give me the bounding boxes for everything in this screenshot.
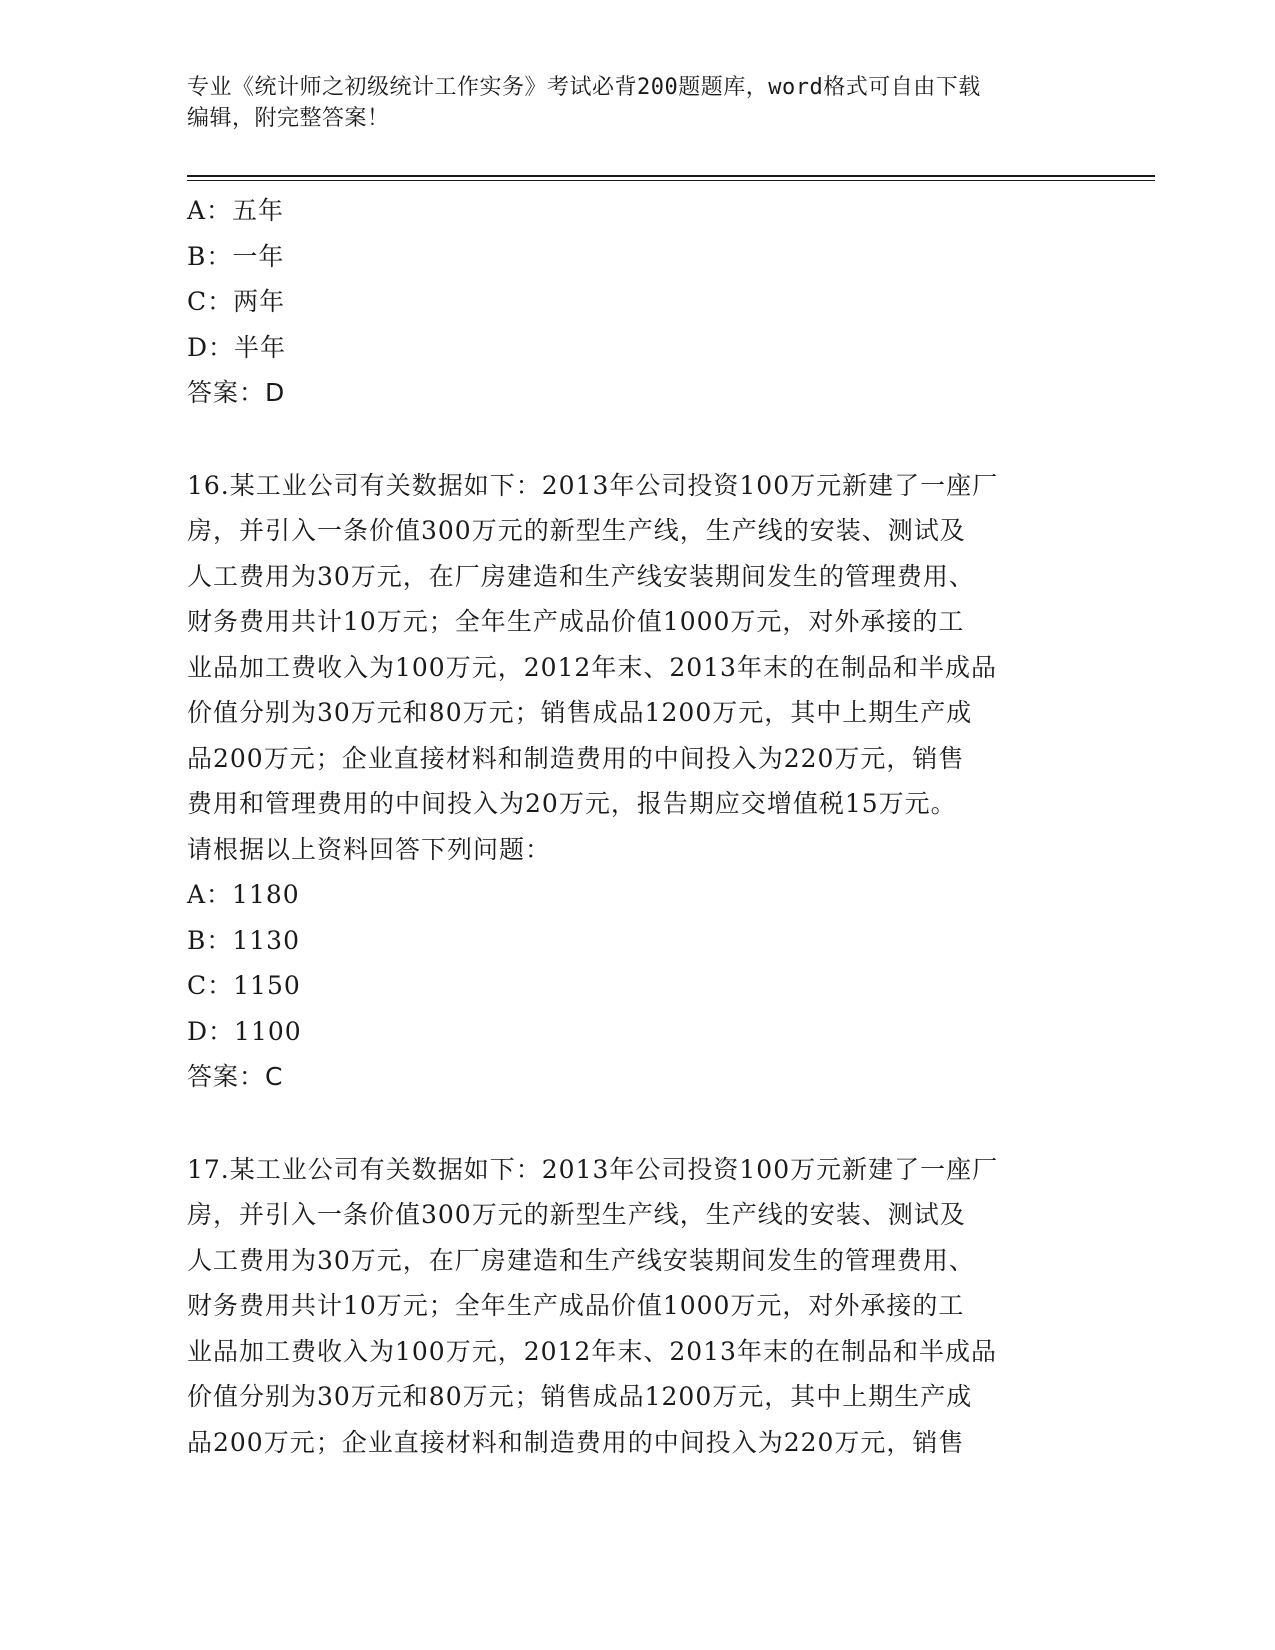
header-line-2: 编辑，附完整答案！ (187, 106, 390, 131)
question-text-line: 房，并引入一条价值300万元的新型生产线，生产线的安装、测试及 (187, 1200, 966, 1229)
question-text-line: 17.某工业公司有关数据如下：2013年公司投资100万元新建了一座厂 (187, 1154, 999, 1184)
option-a: A：1180 (187, 880, 300, 909)
question-text-line: 价值分别为30万元和80万元；销售成品1200万元，其中上期生产成 (187, 1382, 973, 1411)
question-text-line: 业品加工费收入为100万元，2012年末、2013年末的在制品和半成品 (187, 1336, 997, 1366)
option-b: B：1130 (187, 925, 300, 955)
document-body (187, 188, 1107, 1465)
option-d: D：半年 (187, 332, 287, 362)
question-text-line: 品200万元；企业直接材料和制造费用的中间投入为220万元，销售 (187, 743, 965, 773)
question-text-line: 品200万元；企业直接材料和制造费用的中间投入为220万元，销售 (187, 1427, 965, 1457)
question-text-line: 财务费用共计10万元；全年生产成品价值1000万元，对外承接的工 (187, 607, 965, 636)
question-text-line: 费用和管理费用的中间投入为20万元，报告期应交增值税15万元。 (187, 789, 957, 818)
question-15-tail (187, 188, 1107, 416)
question-text-line: 16.某工业公司有关数据如下：2013年公司投资100万元新建了一座厂 (187, 470, 999, 500)
option-a: A：五年 (187, 196, 285, 225)
option-c: C：两年 (187, 287, 286, 316)
header-divider (187, 175, 1155, 177)
page-header (187, 72, 1107, 134)
option-b: B：一年 (187, 241, 285, 271)
question-text-line: 业品加工费收入为100万元，2012年末、2013年末的在制品和半成品 (187, 652, 997, 682)
question-text-line: 请根据以上资料回答下列问题： (187, 834, 552, 864)
option-c: C：1150 (187, 971, 301, 1000)
question-text-line: 人工费用为30万元，在厂房建造和生产线安装期间发生的管理费用、 (187, 561, 975, 591)
header-line-1: 专业《统计师之初级统计工作实务》考试必背200题题库，word格式可自由下载 (187, 75, 981, 100)
question-16 (187, 463, 1107, 1100)
answer: 答案：D (187, 378, 286, 407)
header-divider-thin (187, 180, 1155, 181)
question-text-line: 房，并引入一条价值300万元的新型生产线，生产线的安装、测试及 (187, 516, 966, 545)
answer: 答案：C (187, 1062, 284, 1091)
option-d: D：1100 (187, 1016, 302, 1046)
question-17 (187, 1147, 1107, 1466)
question-text-line: 人工费用为30万元，在厂房建造和生产线安装期间发生的管理费用、 (187, 1245, 975, 1275)
question-text-line: 价值分别为30万元和80万元；销售成品1200万元，其中上期生产成 (187, 698, 973, 727)
question-text-line: 财务费用共计10万元；全年生产成品价值1000万元，对外承接的工 (187, 1291, 965, 1320)
